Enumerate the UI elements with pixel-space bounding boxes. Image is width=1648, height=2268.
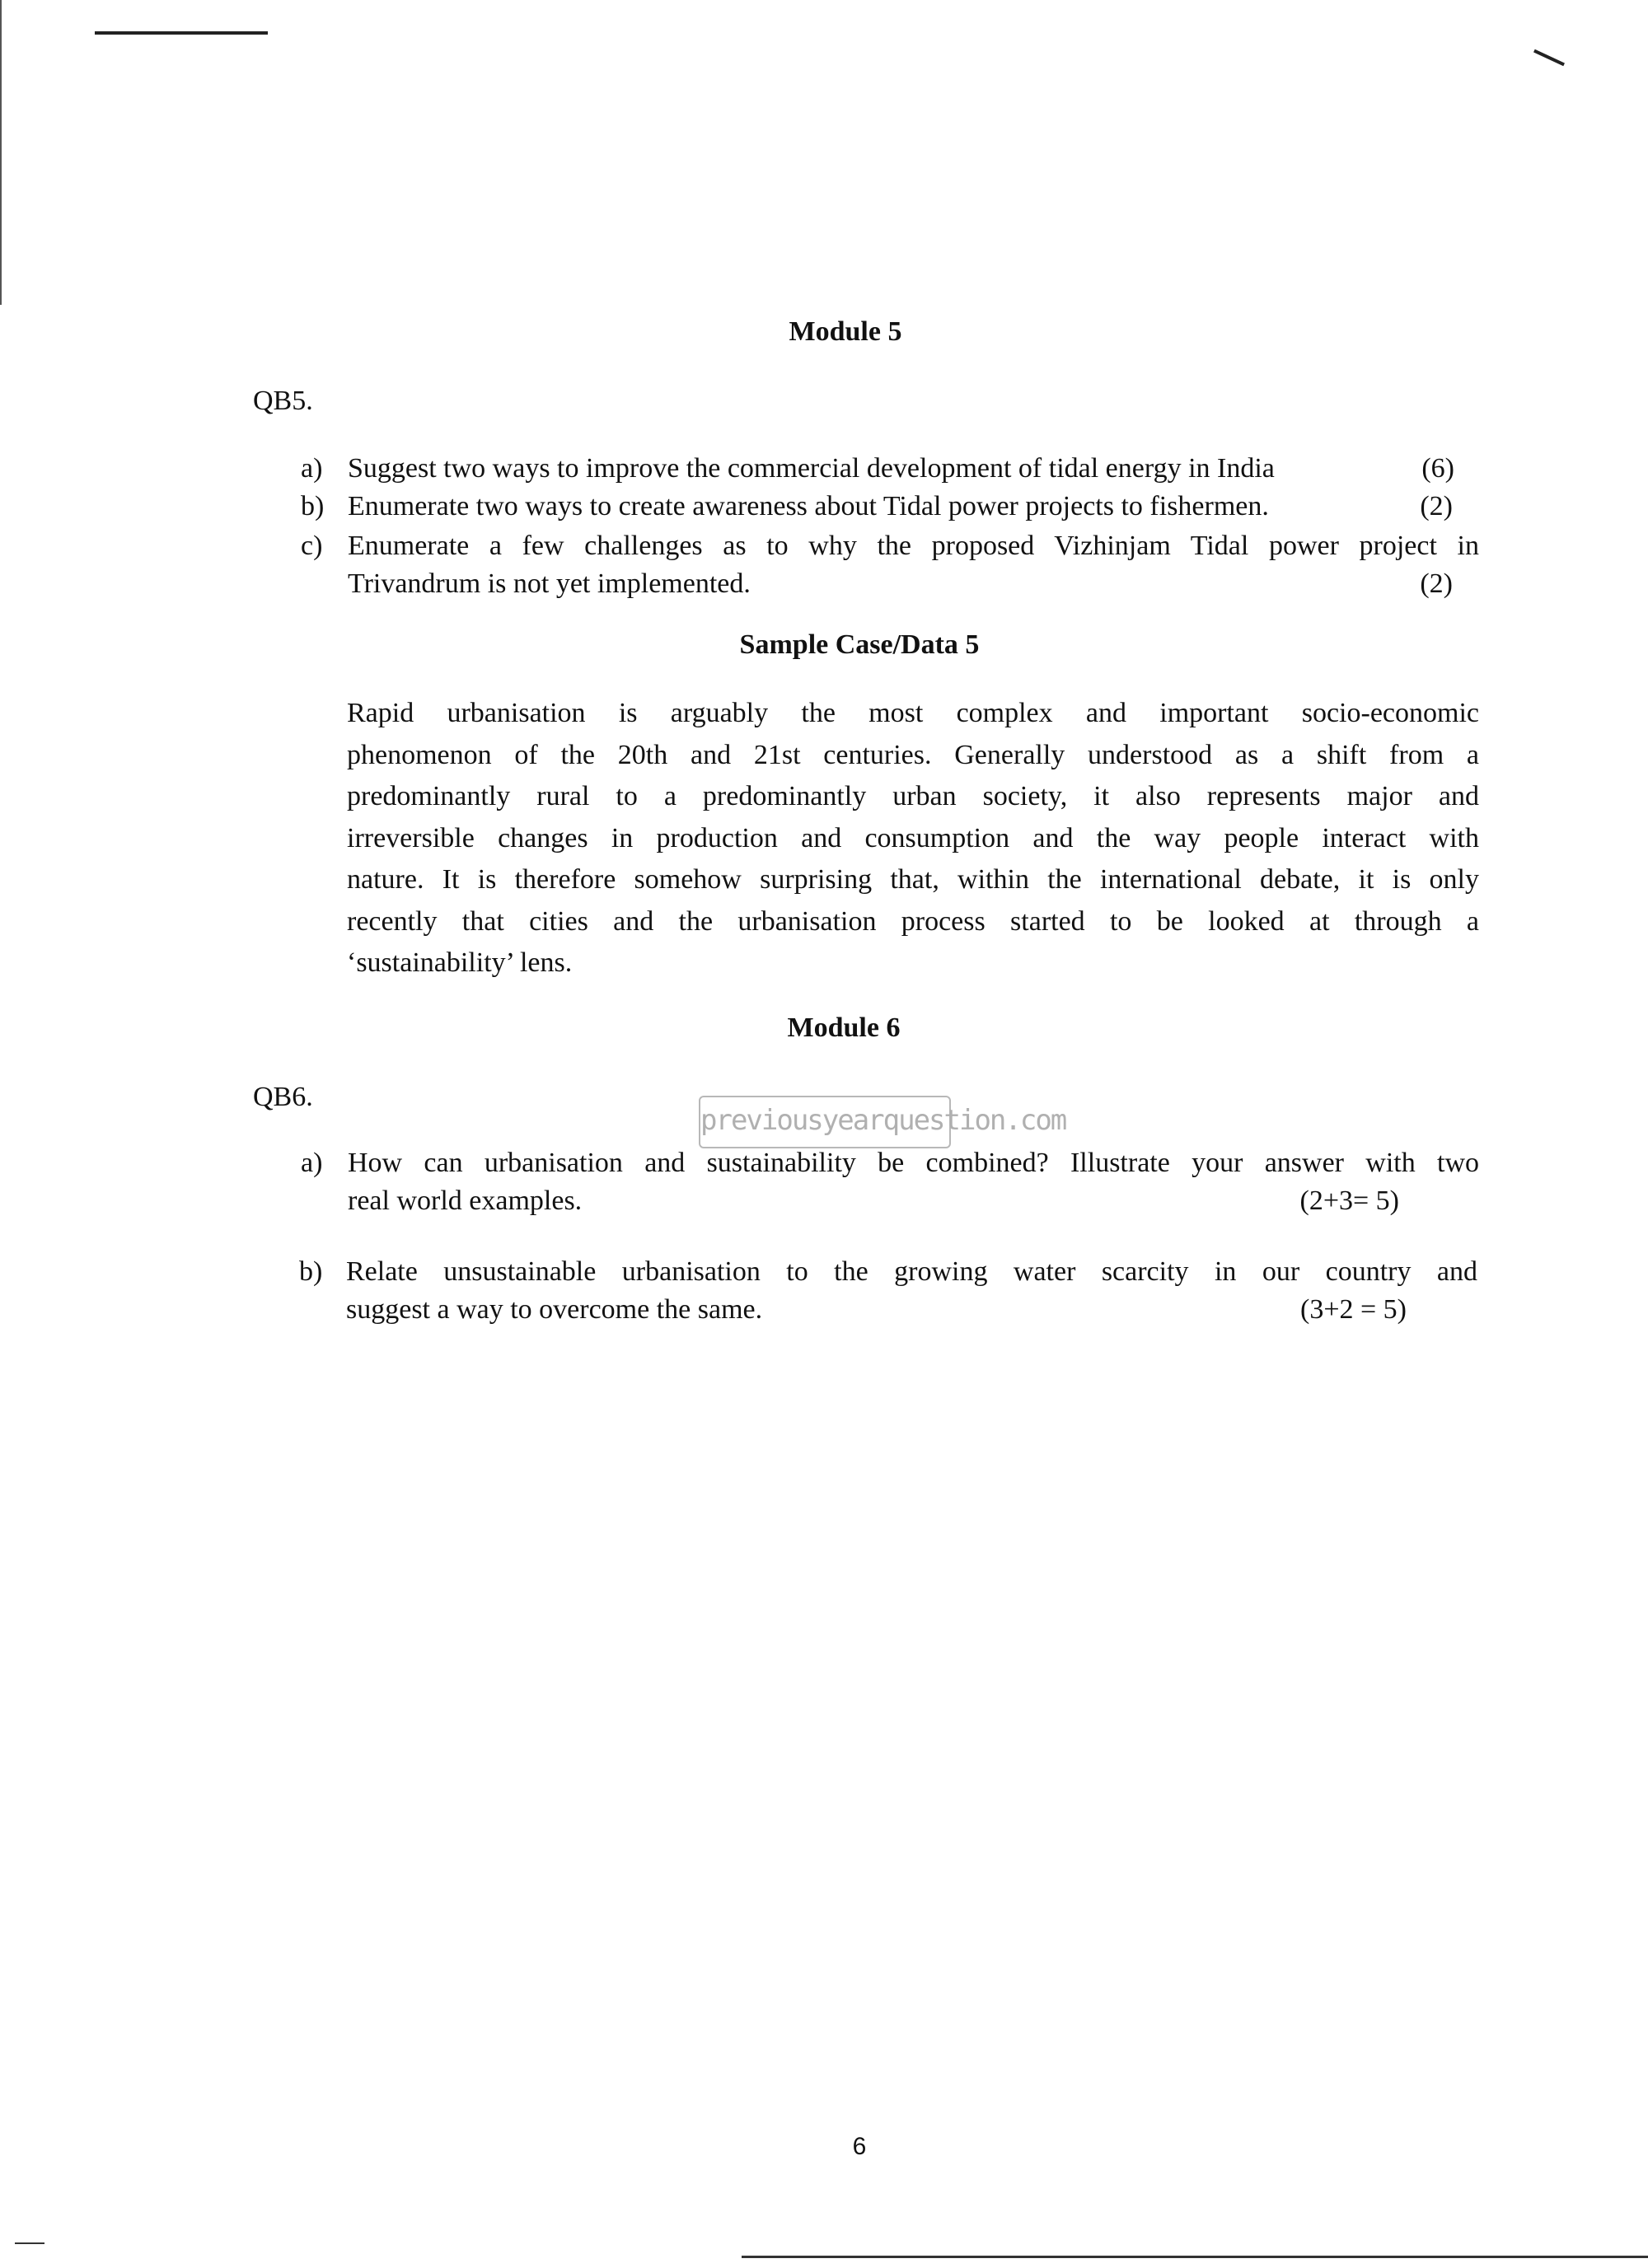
item-text-line-1: Relate unsustainable urbanisation to the growing water scarcity in our country and — [346, 1256, 1477, 1287]
item-text-line-2: suggest a way to overcome the same. — [346, 1294, 763, 1325]
scan-mark-top-right — [1533, 49, 1565, 67]
watermark-logo: previousyearquestion.com — [699, 1096, 951, 1148]
question-item-6a — [301, 1144, 1479, 1220]
item-letter: a) — [301, 1148, 323, 1178]
question-label-qb6: QB6. — [253, 1082, 313, 1112]
item-text-line-2: Trivandrum is not yet implemented. — [348, 568, 751, 599]
item-marks: (6) — [1421, 453, 1454, 484]
item-text-line-1: Enumerate a few challenges as to why the proposed Vizhinjam Tidal power project in — [348, 531, 1479, 561]
item-text: Enumerate two ways to create awareness about Tidal power projects to fishermen. — [348, 491, 1269, 521]
item-text: Suggest two ways to improve the commercial development of tidal energy in India — [348, 453, 1275, 484]
case-line-2: phenomenon of the 20th and 21st centuries. Generally understood as a shift from a — [347, 739, 1479, 770]
item-marks: (2+3= 5) — [1299, 1185, 1399, 1216]
scan-mark-left-edge — [0, 0, 2, 305]
case-paragraph — [347, 693, 1479, 984]
case-line-3: predominantly rural to a predominantly urban society, it also represents major and — [347, 781, 1479, 811]
item-text-line-2: real world examples. — [348, 1185, 583, 1216]
item-letter: b) — [299, 1256, 323, 1287]
item-letter: b) — [301, 491, 325, 521]
case-line-6: recently that cities and the urbanisation process started to be looked at through a — [347, 905, 1479, 937]
item-marks: (3+2 = 5) — [1300, 1294, 1407, 1325]
item-letter: c) — [301, 531, 323, 561]
scan-mark-bottom-left — [15, 2242, 44, 2244]
module-5-heading: Module 5 — [789, 316, 902, 347]
page-number: 6 — [852, 2133, 867, 2160]
item-text-line-1: How can urbanisation and sustainability be combined? Illustrate your answer with two — [348, 1148, 1479, 1178]
case-line-4: irreversible changes in production and consumption and the way people interact with — [347, 822, 1479, 853]
item-marks: (2) — [1420, 568, 1453, 599]
scan-mark-bottom — [742, 2256, 1648, 2258]
module-6-heading: Module 6 — [787, 1012, 901, 1043]
question-label-qb5: QB5. — [253, 386, 313, 416]
case-line-7: ‘sustainability’ lens. — [347, 947, 573, 978]
question-item-5b — [301, 488, 1453, 526]
scan-mark-top-left — [95, 31, 268, 35]
question-item-5a — [301, 450, 1454, 488]
case-line-1: Rapid urbanisation is arguably the most complex and important socio-economic — [347, 698, 1479, 728]
case-line-5: nature. It is therefore somehow surprising that, within the international debate, it is only — [347, 864, 1479, 895]
case-heading: Sample Case/Data 5 — [739, 629, 980, 660]
item-marks: (2) — [1420, 491, 1453, 521]
item-letter: a) — [301, 453, 323, 484]
question-item-6b — [299, 1253, 1477, 1329]
question-item-5c — [301, 527, 1479, 603]
